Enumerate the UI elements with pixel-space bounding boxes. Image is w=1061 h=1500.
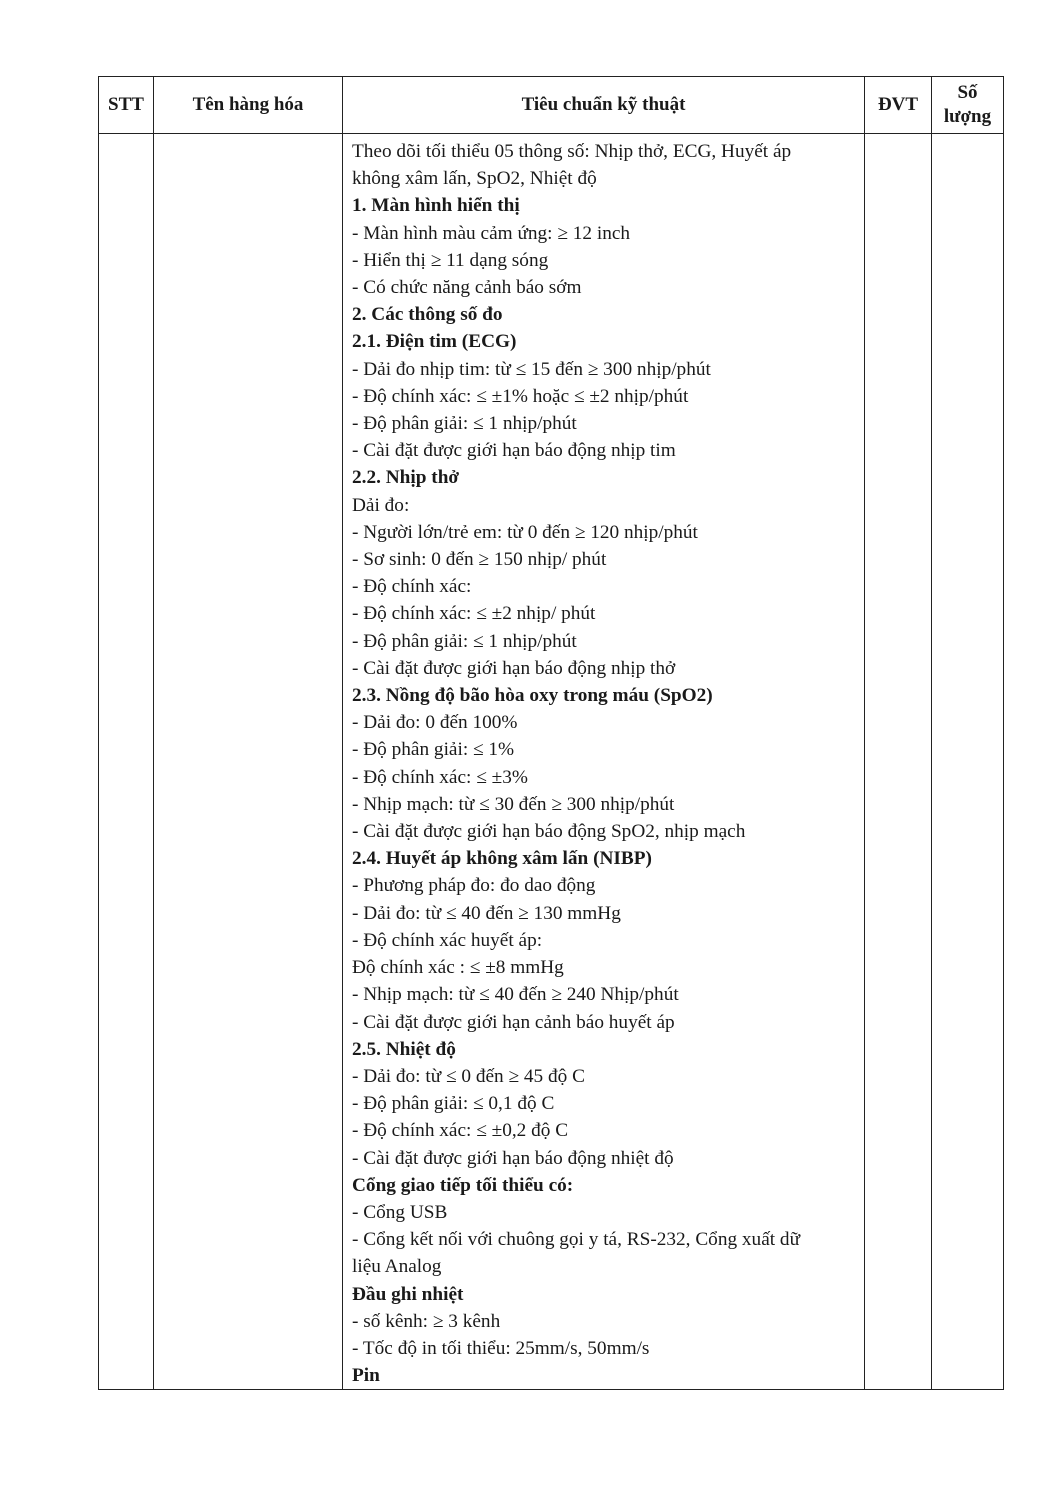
spec-line: - Cổng kết nối với chuông gọi y tá, RS-232, Cổng xuất dữ [352, 1229, 801, 1251]
spec-line: không xâm lấn, SpO2, Nhiệt độ [352, 168, 597, 190]
spec-line: - Phương pháp đo: đo dao động [352, 875, 596, 897]
spec-line: - Độ chính xác huyết áp: [352, 929, 543, 951]
spec-line: - Cài đặt được giới hạn báo động nhịp thở [352, 657, 676, 679]
spec-line: - Dải đo: từ ≤ 0 đến ≥ 45 độ C [352, 1065, 585, 1087]
spec-heading: Cổng giao tiếp tối thiểu có: [352, 1174, 574, 1196]
spec-line: - số kênh: ≥ 3 kênh [352, 1310, 501, 1332]
spec-heading: 2. Các thông số đo [352, 304, 503, 326]
spec-line: - Độ phân giải: ≤ 0,1 độ C [352, 1093, 555, 1115]
spec-line: - Có chức năng cảnh báo sớm [352, 277, 582, 299]
spec-line: - Màn hình màu cảm ứng: ≥ 12 inch [352, 222, 631, 244]
spec-line: - Độ chính xác: ≤ ±2 nhịp/ phút [352, 603, 596, 625]
spec-line: - Độ chính xác: ≤ ±1% hoặc ≤ ±2 nhịp/phút [352, 385, 689, 407]
spec-line: - Độ chính xác: ≤ ±3% [352, 766, 528, 788]
spec-line: - Độ chính xác: ≤ ±0,2 độ C [352, 1120, 569, 1142]
spec-line: - Nhịp mạch: từ ≤ 30 đến ≥ 300 nhịp/phút [352, 793, 675, 815]
spec-line: - Độ phân giải: ≤ 1 nhịp/phút [352, 630, 577, 652]
spec-heading: Pin [352, 1365, 380, 1387]
spec-line: Theo dõi tối thiểu 05 thông số: Nhịp thở, ECG, Huyết áp [352, 141, 792, 162]
table-row [99, 134, 1004, 1390]
header-quantity-line1: Số [957, 82, 978, 103]
spec-line: - Cài đặt được giới hạn báo động SpO2, nhịp mạch [352, 821, 746, 843]
spec-line: - Người lớn/trẻ em: từ 0 đến ≥ 120 nhịp/phút [352, 521, 698, 543]
header-unit: ĐVT [865, 77, 932, 134]
quantity-cell [932, 134, 1004, 1390]
spec-line: - Độ phân giải: ≤ 1% [352, 739, 515, 761]
spec-line: Dải đo: [352, 494, 410, 516]
spec-heading: 2.3. Nồng độ bão hòa oxy trong máu (SpO2) [352, 685, 713, 707]
spec-line: - Dải đo: 0 đến 100% [352, 712, 518, 734]
spec-line: - Hiển thị ≥ 11 dạng sóng [352, 249, 549, 271]
spec-heading: 2.1. Điện tim (ECG) [352, 331, 517, 353]
spec-line: - Dải đo nhịp tim: từ ≤ 15 đến ≥ 300 nhịp/phút [352, 358, 711, 380]
header-technical-spec: Tiêu chuẩn kỹ thuật [343, 77, 865, 134]
spec-line: - Cài đặt được giới hạn báo động nhịp tim [352, 440, 676, 462]
spec-line: - Độ chính xác: [352, 576, 472, 598]
header-stt: STT [99, 77, 154, 134]
spec-line: - Cài đặt được giới hạn báo động nhiệt độ [352, 1147, 674, 1169]
spec-heading: 2.2. Nhịp thở [352, 467, 460, 489]
spec-line: Độ chính xác : ≤ ±8 mmHg [352, 957, 564, 979]
spec-line: - Cổng USB [352, 1201, 448, 1223]
spec-line: - Cài đặt được giới hạn cảnh báo huyết áp [352, 1011, 675, 1033]
header-quantity [932, 77, 1004, 134]
spec-table [98, 76, 1004, 1390]
spec-heading: 2.4. Huyết áp không xâm lấn (NIBP) [352, 848, 652, 870]
unit-cell [865, 134, 932, 1390]
product-name-cell [154, 134, 343, 1390]
spec-line: liệu Analog [352, 1256, 442, 1278]
spec-line: - Nhịp mạch: từ ≤ 40 đến ≥ 240 Nhịp/phút [352, 984, 679, 1006]
header-row [99, 77, 1004, 134]
header-quantity-line2: lượng [943, 106, 992, 127]
spec-line: - Dải đo: từ ≤ 40 đến ≥ 130 mmHg [352, 902, 621, 924]
spec-heading: Đầu ghi nhiệt [352, 1283, 464, 1305]
technical-spec-cell [343, 134, 865, 1390]
spec-heading: 1. Màn hình hiển thị [352, 195, 520, 217]
header-product-name: Tên hàng hóa [154, 77, 343, 134]
spec-line: - Độ phân giải: ≤ 1 nhịp/phút [352, 413, 577, 435]
spec-lines [352, 138, 858, 1389]
spec-heading: 2.5. Nhiệt độ [352, 1038, 456, 1060]
spec-line: - Sơ sinh: 0 đến ≥ 150 nhịp/ phút [352, 549, 607, 571]
spec-line: - Tốc độ in tối thiểu: 25mm/s, 50mm/s [352, 1337, 650, 1359]
stt-cell [99, 134, 154, 1390]
